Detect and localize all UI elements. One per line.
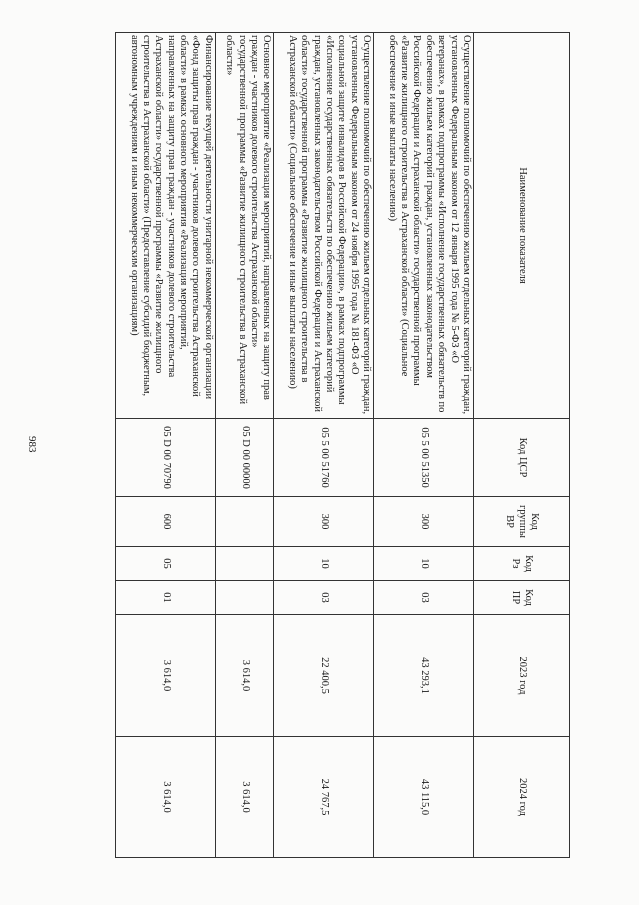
row-name: Осуществление полномочий по обеспечению жильем отдельных категорий граждан, установленных Федеральным законом от 24 ноября 1995 года № 181-ФЗ «О социальной защите инвалидов в Российской Федерации», в рамках подпрограммы «Исполнение государственных обязательств по обеспечению жильем категорий граждан, установленных законодательством Российской Федерации и Астраханской области» государственной программы «Развитие жилищного строительства в Астраханской области» (Социальное обеспечение и иные выплаты населению): [274, 33, 374, 419]
header-2023: 2023 год: [474, 615, 570, 737]
row-2023: 22 400,5: [274, 615, 374, 737]
row-name: Основное мероприятие «Реализация мероприятий, направленных на защиту прав граждан - участников долевого строительства Астраханской области» государственной программы «Развитие жилищного строительства в Астраханской области»: [215, 33, 273, 419]
rotated-table-container: [115, 32, 570, 857]
row-rz: 10: [274, 547, 374, 581]
row-2023: 3 614,0: [215, 615, 273, 737]
page-number: 983: [26, 436, 38, 453]
header-vr: Код группы ВР: [474, 497, 570, 547]
row-pr: 01: [116, 581, 216, 615]
row-pr: [215, 581, 273, 615]
row-vr: 600: [116, 497, 216, 547]
table-row: [116, 33, 216, 858]
row-2024: 43 115,0: [374, 737, 474, 858]
row-name: Финансирование текущей деятельности унитарной некоммерческой организации «Фонд защиты прав граждан - участников долевого строительства Астраханской области» в рамках основного мероприятия «Реализация мероприятий, направленных на защиту прав граждан - участников долевого строительства Астраханской области» государственной программы «Развитие жилищного строительства в Астраханской области» (Предоставление субсидий бюджетным, автономным учреждениям и иным некоммерческим организациям): [116, 33, 216, 419]
table-row: [215, 33, 273, 858]
row-vr: [215, 497, 273, 547]
table-row: [274, 33, 374, 858]
row-rz: 05: [116, 547, 216, 581]
table-row: [374, 33, 474, 858]
header-2024: 2024 год: [474, 737, 570, 858]
row-csr: 05 D 00 00000: [215, 419, 273, 497]
header-name: Наименование показателя: [474, 33, 570, 419]
row-csr: 05 D 00 70790: [116, 419, 216, 497]
row-pr: 03: [374, 581, 474, 615]
row-name: Осуществление полномочий по обеспечению жильем отдельных категорий граждан, установленных Федеральным законом от 12 января 1995 года № 5-ФЗ «О ветеранах», в рамках подпрограммы «Исполнение государственных обязательств по обеспечению жильем категорий граждан, установленных законодательством Российской Федерации и Астраханской области» государственной программы «Развитие жилищного строительства в Астраханской области» (Социальное обеспечение и иные выплаты населению): [374, 33, 474, 419]
row-vr: 300: [374, 497, 474, 547]
row-2023: 3 614,0: [116, 615, 216, 737]
budget-table: [115, 32, 570, 858]
row-2023: 43 293,1: [374, 615, 474, 737]
table-header-row: [474, 33, 570, 858]
row-2024: 3 614,0: [116, 737, 216, 858]
row-pr: 03: [274, 581, 374, 615]
row-rz: [215, 547, 273, 581]
row-2024: 3 614,0: [215, 737, 273, 858]
header-csr: Код ЦСР: [474, 419, 570, 497]
header-rz: Код Рз: [474, 547, 570, 581]
header-pr: Код ПР: [474, 581, 570, 615]
row-csr: 05 5 00 51350: [374, 419, 474, 497]
row-vr: 300: [274, 497, 374, 547]
row-rz: 10: [374, 547, 474, 581]
row-csr: 05 5 00 51760: [274, 419, 374, 497]
row-2024: 24 767,5: [274, 737, 374, 858]
